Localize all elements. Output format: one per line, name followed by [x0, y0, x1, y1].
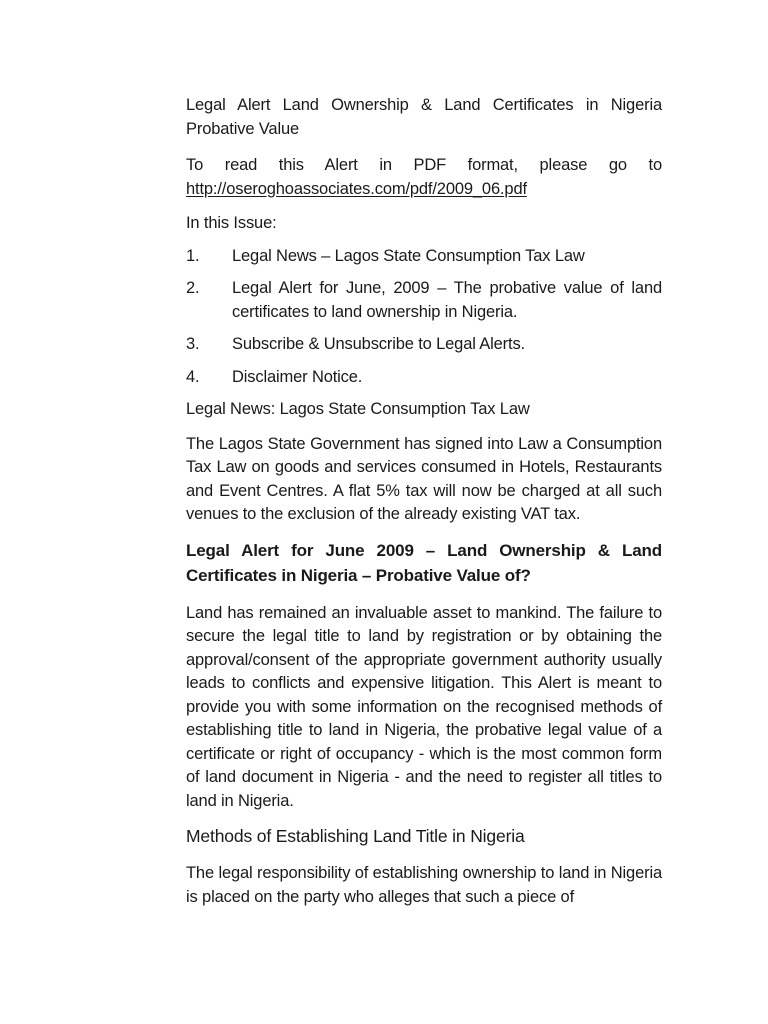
alert-heading: Legal Alert for June 2009 – Land Ownership & Land Certificates in Nigeria – Probative Value of? [186, 540, 662, 585]
issue-item [186, 245, 662, 269]
issue-number: 2. [186, 279, 200, 297]
pdf-notice [186, 154, 662, 201]
issue-text: Subscribe & Unsubscribe to Legal Alerts. [232, 335, 525, 353]
issue-text: Disclaimer Notice. [232, 367, 363, 386]
issue-number: 3. [186, 335, 200, 353]
issue-list [186, 245, 662, 390]
issue-item [186, 366, 662, 390]
issue-item [186, 277, 662, 324]
methods-body: The legal responsibility of establishing ownership to land in Nigeria is placed on the party who alleges that such a piece of [186, 864, 662, 906]
alert-body: Land has remained an invaluable asset to mankind. The failure to secure the legal title to land by registration or by obtaining the approval/consent of the appropriate government authority usually leads to conflicts and expensive litigation. This Alert is meant to provide you with some information on the recognised methods of establishing title to land in Nigeria, the probative legal value of a certificate or right of occupancy - which is the most common form of land document in Nigeria - and the need to register all titles to land in Nigeria. [186, 603, 662, 810]
issue-label: In this Issue: [186, 214, 277, 232]
document-title: Legal Alert Land Ownership & Land Certificates in Nigeria Probative Value [186, 96, 662, 138]
issue-text: Legal News – Lagos State Consumption Tax Law [232, 246, 585, 265]
pdf-link[interactable]: http://oseroghoassociates.com/pdf/2009_06.pdf [186, 179, 527, 198]
issue-number: 1. [186, 246, 200, 265]
issue-text: Legal Alert for June, 2009 – The probative value of land certificates to land ownership in Nigeria. [232, 279, 662, 321]
document-page [186, 94, 662, 920]
pdf-notice-text: To read this Alert in PDF format, please go to [186, 156, 662, 174]
issue-number: 4. [186, 367, 200, 386]
methods-heading: Methods of Establishing Land Title in Nigeria [186, 826, 525, 846]
news-heading: Legal News: Lagos State Consumption Tax Law [186, 400, 530, 418]
news-body: The Lagos State Government has signed into Law a Consumption Tax Law on goods and services consumed in Hotels, Restaurants and Event Centres. A flat 5% tax will now be charged at all such venues to the exclusion of the already existing VAT tax. [186, 434, 662, 523]
issue-item [186, 333, 662, 357]
